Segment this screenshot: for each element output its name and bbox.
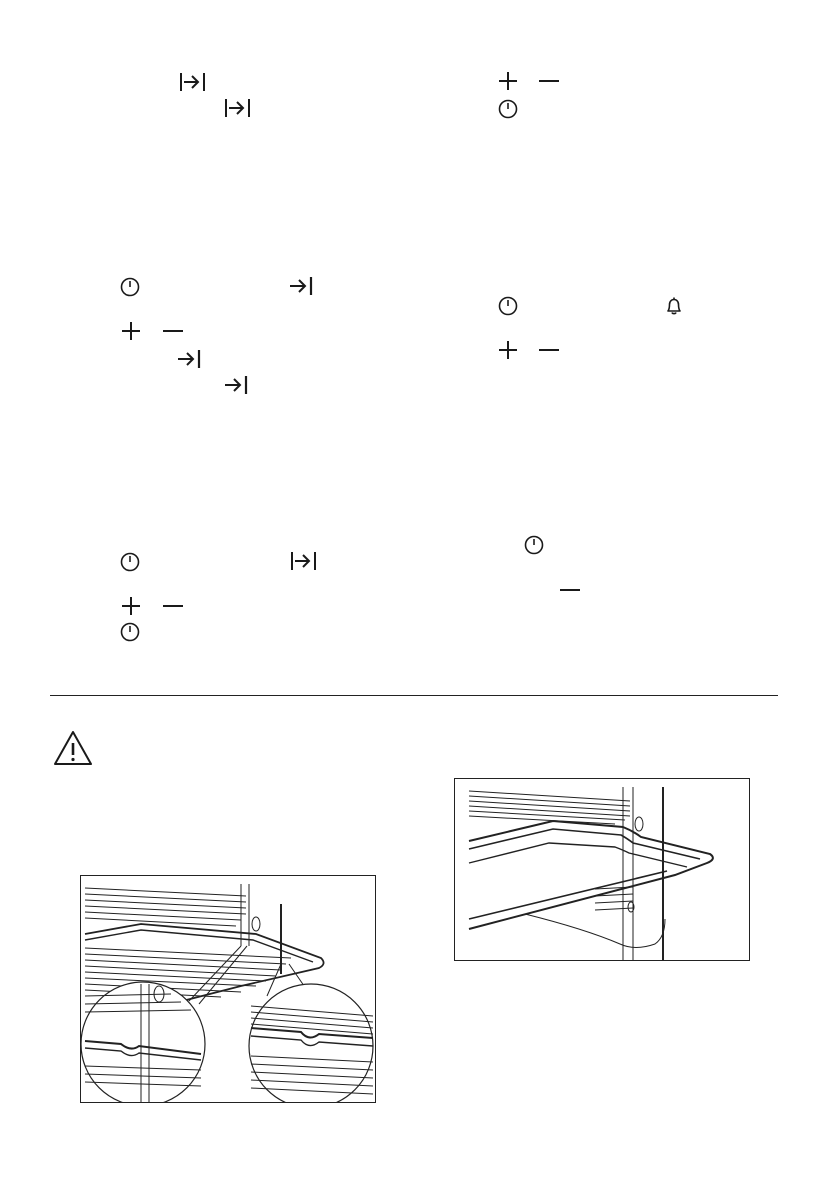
clock-icon [497,98,519,120]
clock-icon [119,276,141,298]
end-time-arrow-icon [176,348,202,370]
plus-icon [120,595,142,617]
clock-icon [119,551,141,573]
warning-triangle-icon [52,729,94,767]
minus-icon [161,595,185,617]
plus-icon [120,320,142,342]
oven-shelf-figure [80,875,376,1103]
minus-icon [558,579,582,601]
end-time-boxed-icon [224,97,252,119]
section-divider [50,695,778,696]
end-time-boxed-icon [179,71,207,93]
clock-icon [119,621,141,643]
clock-icon [523,534,545,556]
end-time-arrow-icon [223,374,249,396]
plus-icon [497,339,519,361]
bell-icon [663,295,685,317]
minus-icon [537,339,561,361]
end-time-arrow-icon [288,275,314,297]
minus-icon [161,320,185,342]
end-time-boxed-icon [290,550,318,572]
clock-icon [497,295,519,317]
plus-icon [497,70,519,92]
oven-tray-figure [454,778,750,961]
minus-icon [537,70,561,92]
